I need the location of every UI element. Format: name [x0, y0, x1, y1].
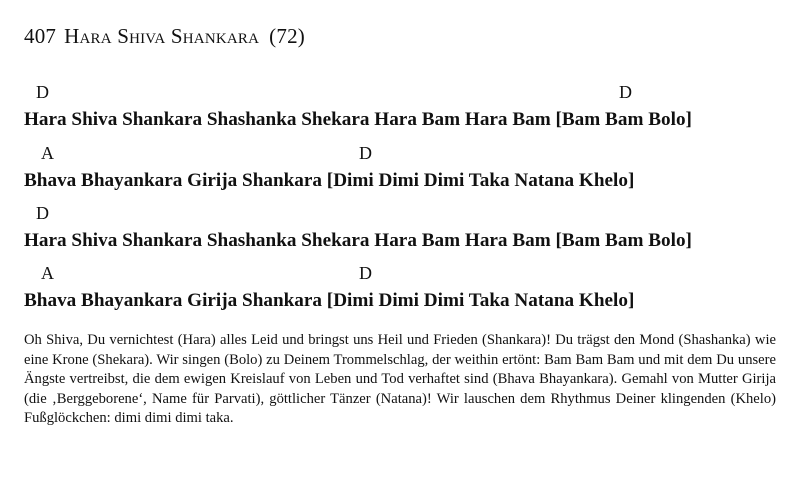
chord: D — [359, 263, 372, 283]
chord: D — [36, 203, 49, 223]
song-name: Hara Shiva Shankara — [64, 24, 260, 48]
lyric-line: Hara Shiva Shankara Shashanka Shekara Hara Bam Hara Bam [Bam Bam Bolo] — [24, 109, 692, 130]
song-number: 407 — [24, 24, 57, 48]
chord: A — [41, 263, 54, 283]
translation-paragraph: Oh Shiva, Du vernichtest (Hara) alles Leid und bringst uns Heil und Frieden (Shankara)! Du trägst den Mond (Shashanka) wie eine Krone (Shekara). Wir singen (Bolo) zu Deinem Trommelschlag, der weithin ertönt: Bam Bam Bam und mit dem Du unsere Ängste vertreibst, die dem ewigen Kreislauf von Leben und Tod verhaftet sind (Bhava Bhayankara). Gemahl von Mutter Girija (die ‚Berggeborene‘, Name für Parvati), göttlicher Tänzer (Natana)! Wir lauschen dem Rhythmus Deiner klingenden (Khelo) Fußglöckchen: dimi dimi dimi taka. — [24, 332, 776, 427]
lyric-line: Bhava Bhayankara Girija Shankara [Dimi Dimi Dimi Taka Natana Khelo] — [24, 170, 635, 191]
chord: A — [41, 143, 54, 163]
lyric-line: Bhava Bhayankara Girija Shankara [Dimi Dimi Dimi Taka Natana Khelo] — [24, 290, 635, 311]
song-title — [24, 24, 305, 49]
chord: D — [359, 143, 372, 163]
lyric-line: Hara Shiva Shankara Shashanka Shekara Hara Bam Hara Bam [Bam Bam Bolo] — [24, 230, 692, 251]
chord: D — [36, 82, 49, 102]
chord: D — [619, 82, 632, 102]
song-reference: (72) — [269, 24, 305, 48]
